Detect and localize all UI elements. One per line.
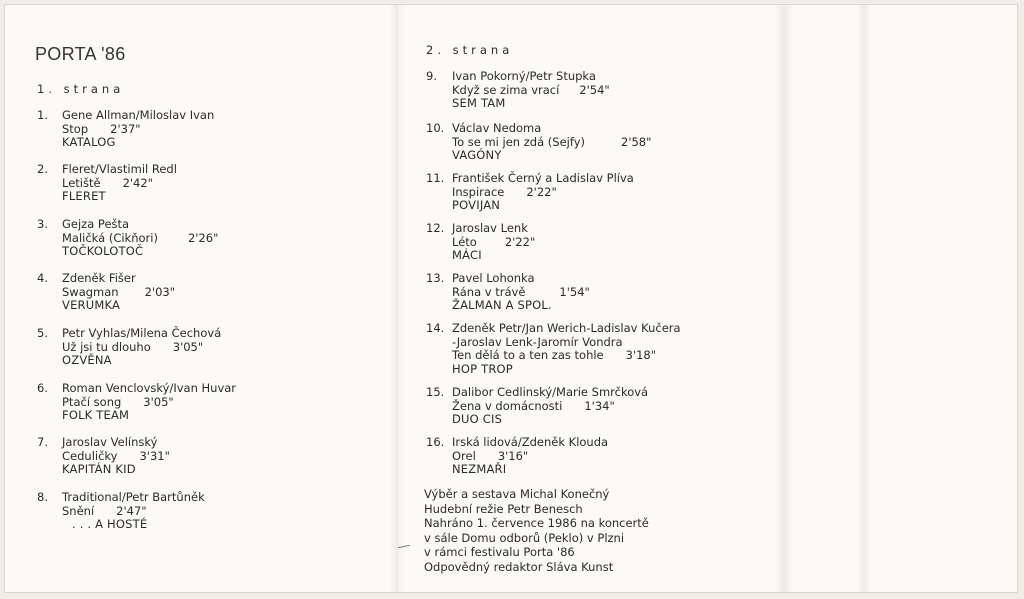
track-band: TOČKOLOTOČ — [62, 244, 144, 258]
track-duration: 2'22" — [504, 234, 536, 249]
credit-line: Odpovědný redaktor Sláva Kunst — [424, 559, 614, 574]
track-artists: Gene Allman/Miloslav Ivan — [62, 108, 215, 122]
track-number: 10. — [426, 121, 445, 135]
track-song: Letiště — [62, 175, 101, 190]
track-number: 4. — [37, 271, 48, 285]
track-duration: 3'31" — [139, 448, 170, 463]
credit-line: Nahráno 1. července 1986 na koncertě — [424, 516, 649, 530]
side-2-label: 2. strana — [426, 43, 514, 57]
track-artists: Zdeněk Fišer — [62, 271, 136, 285]
track-number: 1. — [37, 108, 48, 122]
track-band: KAPITÁN KID — [62, 462, 136, 476]
side-1-label: 1. strana — [37, 82, 125, 96]
track-band: FOLK TEAM — [62, 408, 130, 422]
credit-line: v rámci festivalu Porta '86 — [424, 545, 575, 559]
credits-block — [424, 487, 649, 574]
track-song: Žena v domácnosti — [452, 398, 563, 413]
fold-line — [775, 5, 793, 592]
track-song: Snění — [62, 503, 95, 518]
track-number: 8. — [37, 490, 48, 504]
track-duration: 3'18" — [625, 348, 657, 362]
track-band: VERUMKA — [62, 298, 121, 312]
track-song: Ceduličky — [62, 448, 118, 463]
track-artists: Roman Venclovský/Ivan Huvar — [62, 381, 237, 395]
credit-line: Výběr a sestava Michal Konečný — [424, 487, 610, 501]
track-duration: 2'47" — [116, 503, 147, 518]
track-artists: Jaroslav Velínský — [62, 435, 158, 449]
track-duration: 3'16" — [497, 448, 529, 463]
track-duration: 2'58" — [621, 134, 652, 149]
track-band: MÁCI — [452, 248, 482, 262]
track-number: 6. — [37, 381, 48, 395]
track-band: . . . A HOSTÉ — [72, 517, 148, 531]
track-band: FLERET — [62, 189, 106, 203]
track-duration: 2'54" — [579, 82, 610, 97]
track-number: 12. — [426, 221, 445, 235]
track-duration: 2'26" — [187, 230, 219, 245]
track-song: Ptačí song — [62, 394, 122, 409]
track-number: 2. — [37, 162, 48, 176]
track-duration: 2'42" — [122, 175, 153, 190]
track-number: 13. — [426, 271, 445, 285]
track-duration: 1'54" — [559, 284, 590, 299]
track-band: HOP TROP — [452, 361, 513, 376]
track-band: ŽALMAN A SPOL. — [452, 298, 552, 312]
track-duration: 3'05" — [172, 339, 204, 354]
album-title: PORTA '86 — [35, 44, 126, 64]
track-song: Orel — [452, 448, 476, 463]
track-number: 3. — [37, 217, 48, 231]
track-number: 14. — [426, 321, 445, 335]
track-number: 5. — [37, 326, 48, 340]
track-artists-continued: -Jaroslav Lenk-Jaromír Vondra — [452, 334, 623, 349]
track-artists: Gejza Pešta — [62, 217, 130, 231]
track-song: Už jsi tu dlouho — [62, 339, 151, 354]
track-artists: Dalibor Cedlinský/Marie Smrčková — [452, 385, 649, 399]
track-song: Když se zima vrací — [452, 82, 560, 97]
track-artists: Pavel Lohonka — [452, 271, 535, 285]
fold-line — [389, 5, 407, 592]
track-band: VAGÓNY — [452, 148, 502, 162]
track-band: OZVĚNA — [62, 353, 112, 367]
track-song: Maličká (Cikňori) — [62, 230, 158, 245]
track-artists: Petr Vyhlas/Milena Čechová — [62, 326, 222, 340]
track-song: Swagman — [62, 284, 119, 299]
track-number: 16. — [426, 435, 445, 449]
track-number: 9. — [426, 69, 437, 83]
track-band: KATALOG — [62, 135, 116, 149]
track-duration: 1'34" — [584, 398, 615, 413]
track-band: DUO CIS — [452, 412, 503, 426]
track-artists: František Černý a Ladislav Plíva — [452, 171, 634, 185]
track-song: Léto — [452, 234, 477, 249]
track-duration: 2'03" — [144, 284, 175, 299]
track-number: 11. — [426, 171, 445, 185]
fold-line — [857, 5, 871, 592]
credit-line: Hudební režie Petr Benesch — [424, 501, 583, 516]
track-artists: Fleret/Vlastimil Redl — [62, 162, 177, 176]
track-band: SEM TAM — [452, 96, 506, 110]
track-artists: Václav Nedoma — [452, 121, 542, 135]
track-duration: 3'05" — [143, 394, 174, 409]
track-song: Ten dělá to a ten zas tohle — [452, 348, 604, 362]
track-artists: Jaroslav Lenk — [452, 221, 528, 235]
track-band: POVIJAN — [452, 198, 501, 212]
track-artists: Traditional/Petr Bartůněk — [62, 490, 205, 504]
track-number: 15. — [426, 385, 445, 399]
track-artists: Ivan Pokorný/Petr Stupka — [452, 69, 596, 83]
track-number: 7. — [37, 435, 48, 449]
track-artists: Irská lidová/Zdeněk Klouda — [452, 435, 609, 449]
credit-line: v sále Domu odborů (Peklo) v Plzni — [424, 530, 625, 545]
track-duration: 2'37" — [110, 121, 141, 136]
track-artists: Zdeněk Petr/Jan Werich-Ladislav Kučera — [452, 321, 681, 335]
track-duration: 2'22" — [526, 184, 557, 199]
track-song: To se mi jen zdá (Sejfy) — [452, 134, 585, 149]
track-song: Stop — [62, 121, 89, 136]
track-band: NEZMAŘI — [452, 462, 507, 476]
track-song: Rána v trávě — [452, 284, 526, 299]
track-song: Inspirace — [452, 184, 505, 199]
